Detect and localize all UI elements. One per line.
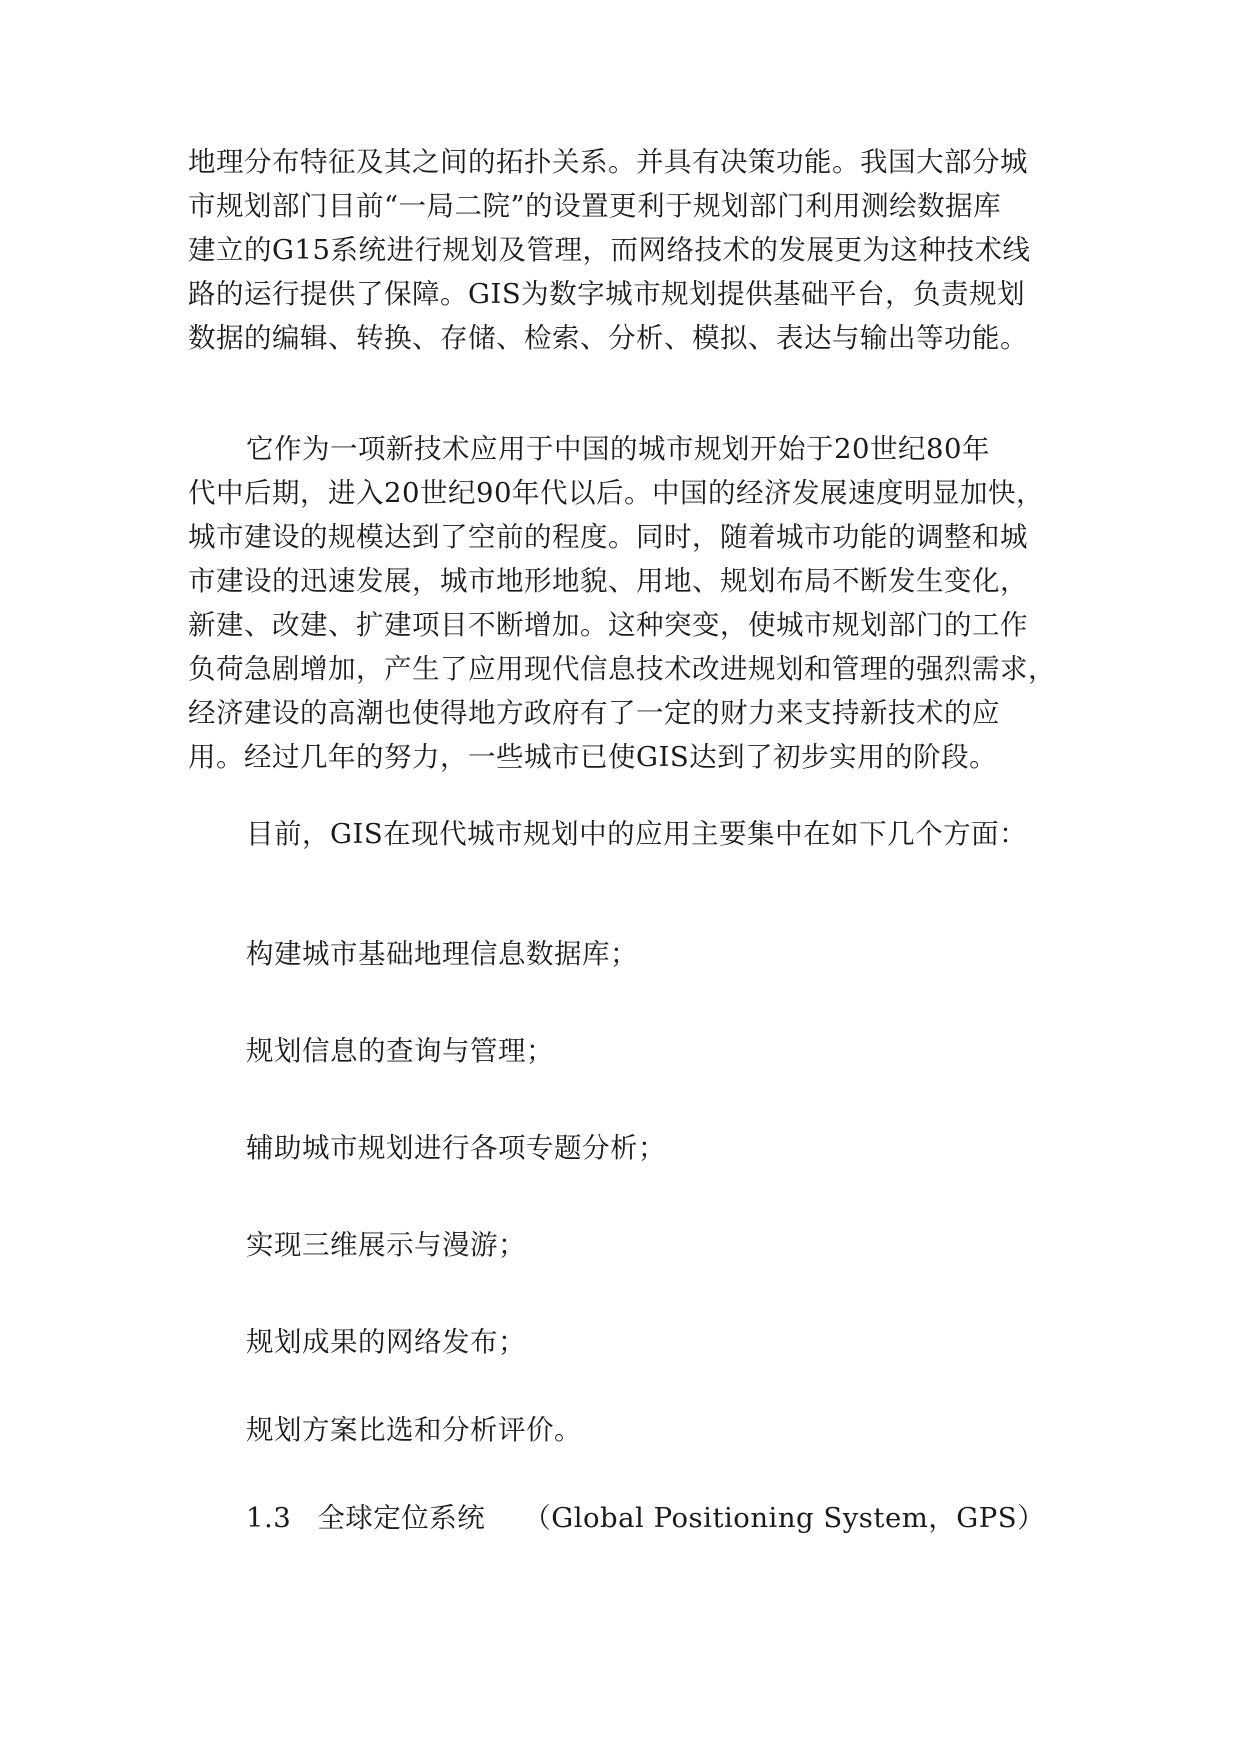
section-subtitle: （Global Positioning System，GPS） <box>523 1502 1046 1534</box>
list-item: 规划方案比选和分析评价。 <box>246 1414 582 1446</box>
paragraph-line: 城市建设的规模达到了空前的程度。同时，随着城市功能的调整和城 <box>188 521 1028 553</box>
paragraph-line: 建立的G15系统进行规划及管理，而网络技术的发展更为这种技术线 <box>188 234 1031 266</box>
paragraph-3 <box>188 812 1058 856</box>
paragraph-line: 它作为一项新技术应用于中国的城市规划开始于20世纪80年 <box>246 433 990 465</box>
paragraph-line: 市规划部门目前“一局二院”的设置更利于规划部门利用测绘数据库 <box>188 190 1002 222</box>
paragraph-line: 代中后期，进入20世纪90年代以后。中国的经济发展速度明显加快， <box>188 477 1044 509</box>
paragraph-line: 数据的编辑、转换、存储、检索、分析、模拟、表达与输出等功能。 <box>188 322 1028 354</box>
paragraph-2 <box>188 427 1058 779</box>
paragraph-line: 路的运行提供了保障。GIS为数字城市规划提供基础平台，负责规划 <box>188 278 1026 310</box>
paragraph-line: 经济建设的高潮也使得地方政府有了一定的财力来支持新技术的应 <box>188 697 1000 729</box>
section-title: 全球定位系统 <box>317 1502 486 1534</box>
paragraph-line: 市建设的迅速发展，城市地形地貌、用地、规划布局不断发生变化， <box>188 565 1028 597</box>
list-item: 构建城市基础地理信息数据库； <box>246 938 638 970</box>
list-item: 规划成果的网络发布； <box>246 1326 526 1358</box>
paragraph-line: 负荷急剧增加，产生了应用现代信息技术改进规划和管理的强烈需求， <box>188 653 1056 685</box>
paragraph-1 <box>188 140 1058 360</box>
list-item: 规划信息的查询与管理； <box>246 1035 554 1067</box>
list-item: 实现三维展示与漫游； <box>246 1229 526 1261</box>
paragraph-line: 新建、改建、扩建项目不断增加。这种突变，使城市规划部门的工作 <box>188 609 1028 641</box>
paragraph-line: 用。经过几年的努力，一些城市已使GIS达到了初步实用的阶段。 <box>188 741 998 773</box>
section-number: 1.3 <box>246 1502 292 1534</box>
paragraph-line: 目前，GIS在现代城市规划中的应用主要集中在如下几个方面： <box>246 818 1028 850</box>
section-heading <box>246 1496 1045 1540</box>
list-item: 辅助城市规划进行各项专题分析； <box>246 1132 666 1164</box>
paragraph-line: 地理分布特征及其之间的拓扑关系。并具有决策功能。我国大部分城 <box>188 146 1028 178</box>
